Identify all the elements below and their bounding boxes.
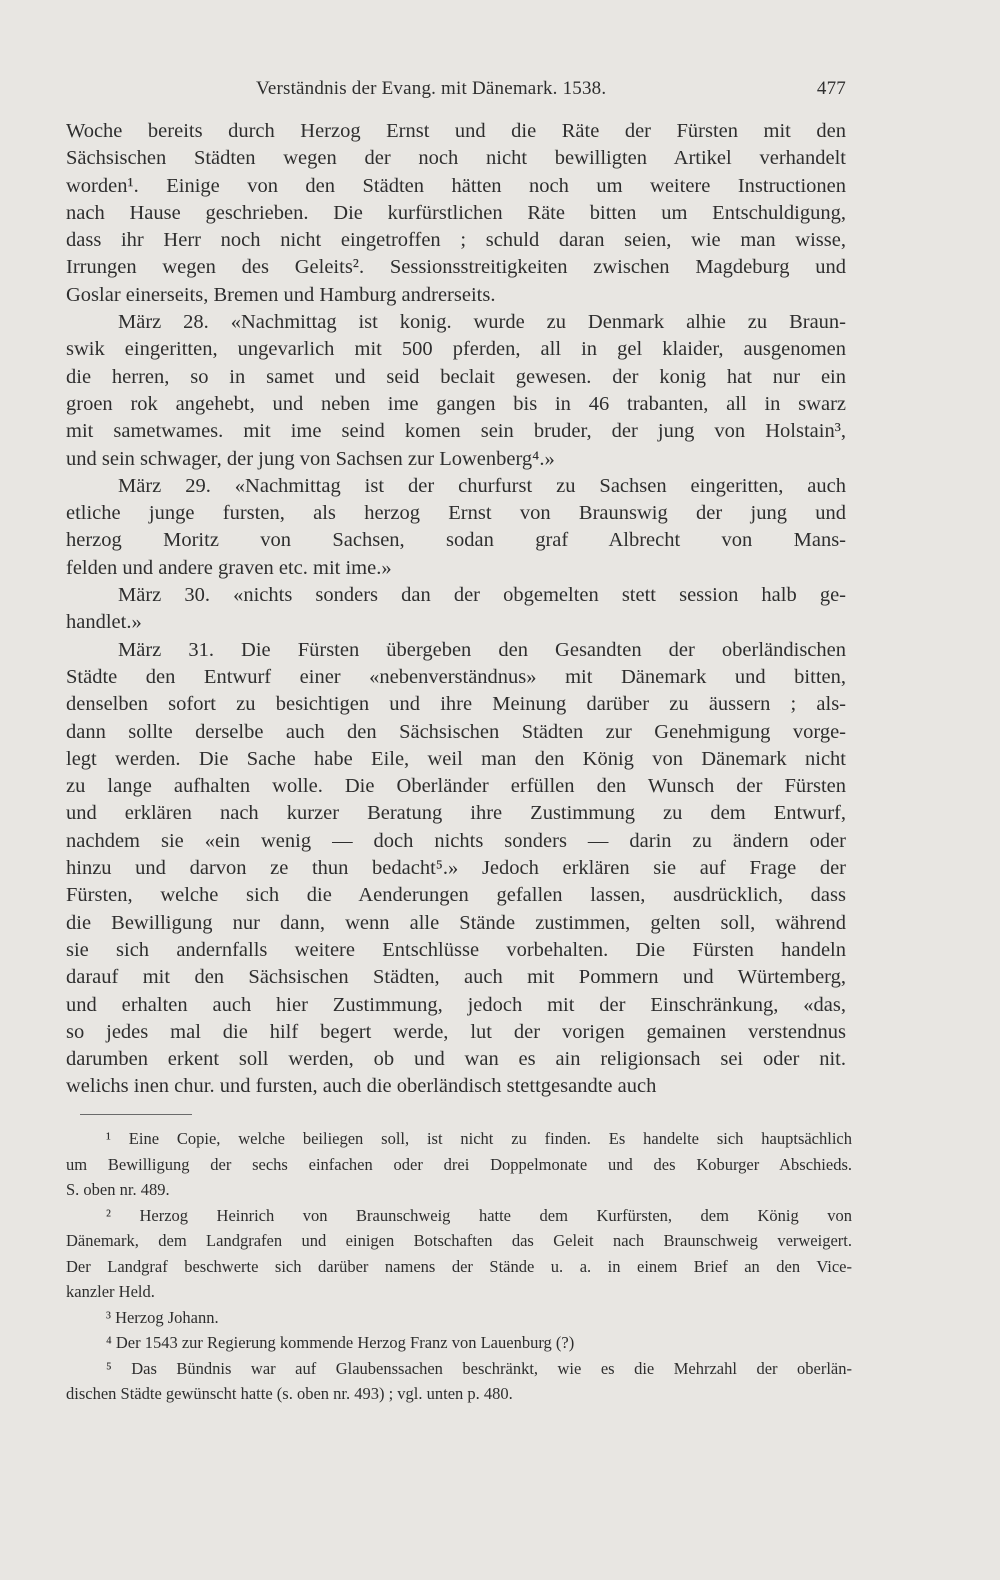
running-title: Verständnis der Evang. mit Dänemark. 1538. [256, 78, 607, 99]
text-line: Woche bereits durch Herzog Ernst und die Räte der Fürsten mit den [66, 120, 846, 142]
footnote-line: dischen Städte gewünscht hatte (s. oben nr. 493) ; vgl. unten p. 480. [66, 1384, 513, 1403]
text-line: Goslar einerseits, Bremen und Hamburg andrerseits. [66, 283, 496, 306]
running-header [66, 78, 846, 108]
text-line: legt werden. Die Sache habe Eile, weil man den König von Dänemark nicht [66, 747, 846, 770]
text-line: darauf mit den Sächsischen Städten, auch mit Pommern und Würtemberg, [66, 966, 846, 989]
text-line: die herren, so in samet und seid beclait gewesen. der konig hat nur ein [66, 365, 846, 388]
text-line: zu lange aufhalten wolle. Die Oberländer erfüllen den Wunsch der Fürsten [66, 775, 846, 798]
text-line: worden¹. Einige von den Städten hätten noch um weitere Instructionen [66, 174, 846, 197]
text-line: dann sollte derselbe auch den Sächsischen Städten zur Genehmigung vorge- [66, 720, 846, 743]
text-line: nach Hause geschrieben. Die kurfürstlichen Räte bitten um Entschuldigung, [66, 201, 846, 224]
text-line: März 28. «Nachmittag ist konig. wurde zu Denmark alhie zu Braun- [118, 311, 846, 334]
footnote-line: um Bewilligung der sechs einfachen oder drei Doppelmonate und des Koburger Abschieds. [66, 1154, 852, 1174]
footnote-line: S. oben nr. 489. [66, 1180, 170, 1199]
text-line: Sächsischen Städten wegen der noch nicht bewilligten Artikel verhandelt [66, 147, 846, 170]
footnote-line: ⁴ Der 1543 zur Regierung kommende Herzog Franz von Lauenburg (?) [106, 1333, 575, 1352]
text-line: Städte den Entwurf einer «nebenverständnus» mit Dänemark und bitten, [66, 665, 846, 688]
footnote-line: ⁵ Das Bündnis war auf Glaubenssachen beschränkt, wie es die Mehrzahl der oberlän- [106, 1358, 852, 1378]
footnote-line: Dänemark, dem Landgrafen und einigen Botschaften das Geleit nach Braunschweig verweigert. [66, 1231, 852, 1250]
text-line: die Bewilligung nur dann, wenn alle Stände zustimmen, gelten soll, während [66, 911, 846, 934]
text-line: groen rok angehebt, und neben ime gangen bis in 46 trabanten, all in swarz [66, 392, 846, 415]
main-text [66, 118, 846, 1101]
text-line: und erhalten auch hier Zustimmung, jedoch mit der Einschränkung, «das, [66, 993, 846, 1016]
text-line: Irrungen wegen des Geleits². Sessionsstreitigkeiten zwischen Magdeburg und [66, 256, 846, 279]
footnote-line: ² Herzog Heinrich von Braunschweig hatte dem Kurfürsten, dem König von [106, 1205, 852, 1225]
text-line: etliche junge fursten, als herzog Ernst von Braunswig der jung und [66, 502, 846, 525]
text-line: handlet.» [66, 611, 142, 634]
footnote-line: ¹ Eine Copie, welche beiliegen soll, ist nicht zu finden. Es handelte sich hauptsächlich [106, 1129, 852, 1148]
footnote-separator [80, 1114, 192, 1115]
text-line: so jedes mal die hilf begert werde, lut der vorigen gemainen verstendnus [66, 1020, 846, 1043]
text-line: sie sich andernfalls weitere Entschlüsse vorbehalten. Die Fürsten handeln [66, 938, 846, 961]
footnote-line: kanzler Held. [66, 1282, 155, 1301]
page-number: 477 [816, 78, 846, 99]
footnote-line: Der Landgraf beschwerte sich darüber namens der Stände u. a. in einem Brief an den Vice- [66, 1256, 852, 1276]
text-line: dass ihr Herr noch nicht eingetroffen ; schuld daran seien, wie man wisse, [66, 229, 846, 252]
text-line: mit sametwames. mit ime seind komen sein bruder, der jung von Holstain³, [66, 420, 846, 443]
text-line: denselben sofort zu besichtigen und ihre Meinung darüber zu äussern ; als- [66, 693, 846, 716]
text-line: März 30. «nichts sonders dan der obgemelten stett session halb ge- [118, 584, 846, 607]
text-line: hinzu und darvon ze thun bedacht⁵.» Jedoch erklären sie auf Frage der [66, 857, 846, 880]
text-line: und erklären nach kurzer Beratung ihre Zustimmung zu dem Entwurf, [66, 802, 846, 825]
text-line: März 31. Die Fürsten übergeben den Gesandten der oberländischen [118, 638, 846, 661]
text-line: März 29. «Nachmittag ist der churfurst zu Sachsen eingeritten, auch [118, 474, 846, 497]
text-line: herzog Moritz von Sachsen, sodan graf Albrecht von Mans- [66, 529, 846, 552]
footnotes [66, 1126, 852, 1407]
footnote-line: ³ Herzog Johann. [106, 1307, 219, 1327]
text-line: nachdem sie «ein wenig — doch nichts sonders — darin zu ändern oder [66, 829, 846, 852]
text-line: felden und andere graven etc. mit ime.» [66, 556, 392, 579]
text-line: Fürsten, welche sich die Aenderungen gefallen lassen, ausdrücklich, dass [66, 884, 846, 907]
text-line: und sein schwager, der jung von Sachsen zur Lowenberg⁴.» [66, 447, 555, 470]
text-line: welichs inen chur. und fursten, auch die oberländisch stettgesandte auch [66, 1075, 657, 1098]
text-line: swik eingeritten, ungevarlich mit 500 pferden, all in gel klaider, ausgenomen [66, 338, 846, 361]
text-line: darumben erkent soll werden, ob und wan es ain religionsach sei oder nit. [66, 1048, 846, 1071]
